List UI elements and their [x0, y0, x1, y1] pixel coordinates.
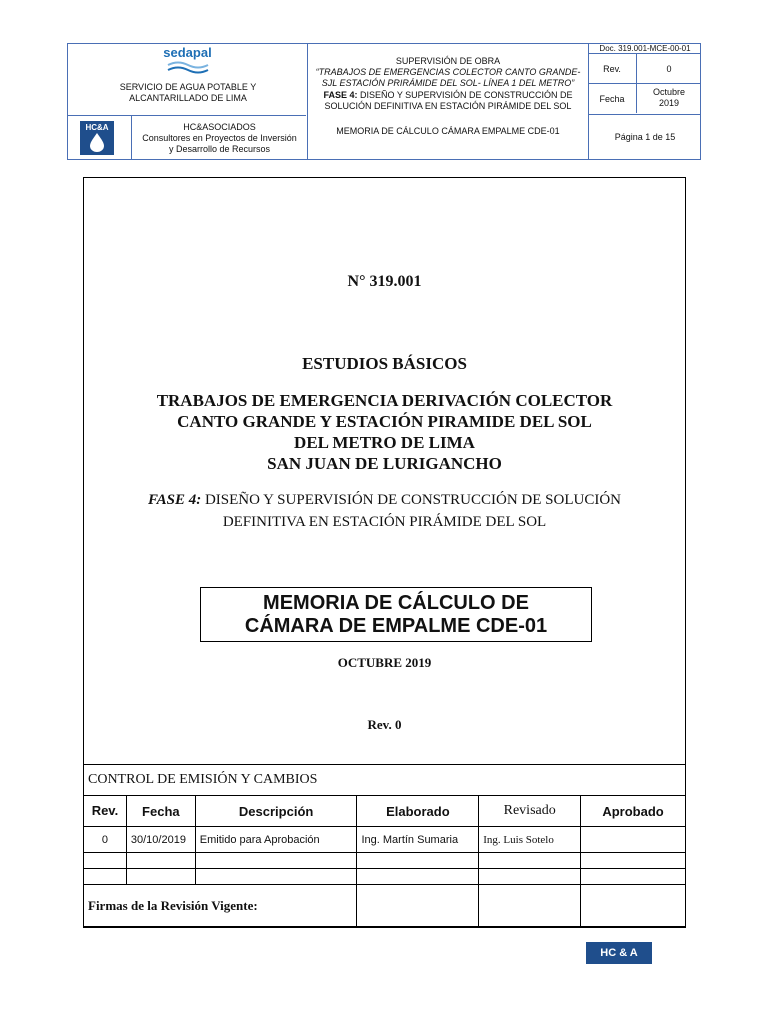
water-drop-icon: [86, 132, 108, 152]
header-reviewed: Revisado: [479, 796, 581, 827]
divider: [588, 114, 700, 115]
date-label: Fecha: [599, 94, 625, 104]
supervision-label: SUPERVISIÓN DE OBRA: [395, 56, 501, 66]
org-name: SERVICIO DE AGUA POTABLE Y ALCANTARILLADO DE LIMA: [119, 82, 257, 103]
cell-rev: 0: [84, 827, 127, 853]
table-row: [84, 869, 686, 885]
memo-title-box: [200, 587, 592, 642]
signatures-row: [84, 885, 686, 928]
phase-info: [308, 90, 588, 112]
document-date: OCTUBRE 2019: [337, 655, 432, 670]
header-prepared: Elaborado: [357, 796, 479, 827]
project-title: “TRABAJOS DE EMERGENCIAS COLECTOR CANTO GRANDE- SJL ESTACIÓN PRIRÁMIDE DEL SOL- LÍNEA 1 DEL METRO”: [315, 67, 581, 88]
header-rev: Rev.: [84, 796, 127, 827]
cell-description: Emitido para Aprobación: [195, 827, 357, 853]
hca-logo: HC&A: [80, 121, 114, 155]
title-line: DEL METRO DE LIMA: [294, 433, 475, 452]
doc-code: Doc. 319.001-MCE-00-01: [599, 44, 691, 53]
table-row: [84, 853, 686, 869]
rev-label: Rev.: [603, 64, 621, 74]
wave-icon: [166, 61, 210, 75]
phase-label: FASE 4:: [323, 90, 358, 100]
memo-title-line-2: CÁMARA DE EMPALME CDE-01: [244, 615, 548, 637]
header-date: Fecha: [126, 796, 195, 827]
title-line: SAN JUAN DE LURIGANCHO: [267, 454, 502, 473]
header-description: Descripción: [195, 796, 357, 827]
rev-value: 0: [666, 64, 672, 74]
memo-title: MEMORIA DE CÁLCULO CÁMARA EMPALME CDE-01: [336, 126, 560, 136]
document-number: N° 319.001: [347, 273, 422, 290]
document-header: [67, 43, 701, 160]
consultant-info: [132, 122, 307, 155]
phase-text: DISEÑO Y SUPERVISIÓN DE CONSTRUCCIÓN DE SOLUCIÓN DEFINITIVA EN ESTACIÓN PIRÁMIDE DEL SOL: [324, 90, 573, 111]
divider: [588, 83, 700, 84]
cell-date: 30/10/2019: [126, 827, 195, 853]
phase-line-2: DEFINITIVA EN ESTACIÓN PIRÁMIDE DEL SOL: [222, 514, 547, 530]
memo-title-line-1: MEMORIA DE CÁLCULO DE: [263, 592, 529, 614]
footer-badge: HC & A: [586, 942, 652, 964]
header-approved: Aprobado: [581, 796, 686, 827]
title-line: CANTO GRANDE Y ESTACIÓN PIRAMIDE DEL SOL: [177, 412, 592, 431]
consultant-desc: Consultores en Proyectos de Inversión y Desarrollo de Recursos: [142, 133, 297, 154]
sedapal-logo: sedapal: [68, 47, 307, 75]
consultant-name: HC&ASOCIADOS: [183, 122, 256, 132]
page-number: Página 1 de 15: [614, 132, 676, 142]
phase-block: [84, 489, 685, 533]
phase-label: FASE 4:: [147, 492, 202, 508]
cell-approved: [581, 827, 686, 853]
phase-line-1: DISEÑO Y SUPERVISIÓN DE CONSTRUCCIÓN DE SOLUCIÓN: [204, 492, 622, 508]
date-value: Octubre 2019: [652, 87, 685, 108]
signatures-label: Firmas de la Revisión Vigente:: [84, 885, 357, 928]
title-line: TRABAJOS DE EMERGENCIA DERIVACIÓN COLECTOR: [156, 391, 613, 410]
divider: [68, 115, 306, 116]
control-table: [83, 764, 686, 928]
cell-prepared: Ing. Martín Sumaria: [357, 827, 479, 853]
control-title: CONTROL DE EMISIÓN Y CAMBIOS: [84, 765, 686, 796]
revision-label: Rev. 0: [367, 717, 402, 732]
cell-reviewed: Ing. Luis Sotelo: [479, 827, 581, 853]
project-info: [308, 56, 588, 137]
project-title-block: [84, 390, 685, 474]
section-title: ESTUDIOS BÁSICOS: [302, 354, 467, 373]
table-row: [84, 827, 686, 853]
